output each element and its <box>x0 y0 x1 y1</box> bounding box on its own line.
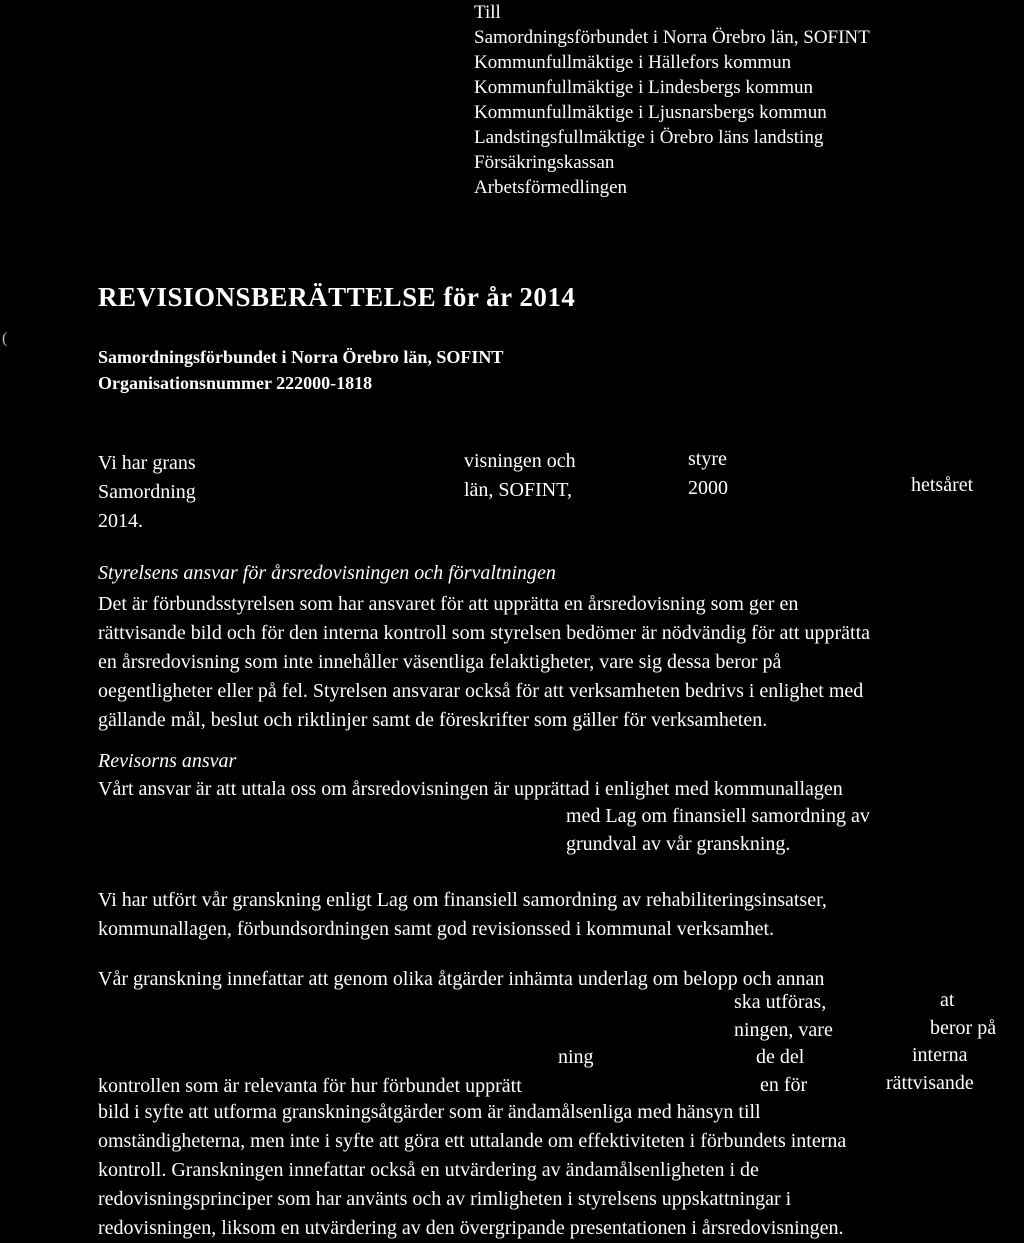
organisation-number: Organisationsnummer 222000-1818 <box>98 373 373 393</box>
body-line: redovisningsprinciper som har använts och av rimligheten i styrelsens uppskattningar i <box>98 1188 792 1210</box>
section-heading-auditor: Revisorns ansvar <box>98 750 237 772</box>
body-line: en årsredovisning som inte innehåller väsentliga felaktigheter, vare sig dessa beror på <box>98 651 782 673</box>
body-line: bild i syfte att utforma granskningsåtgärder som är ändamålsenliga med hänsyn till <box>98 1101 761 1123</box>
intro-fragment: Samordning <box>98 481 196 503</box>
intro-fragment: 2000 <box>688 477 728 499</box>
body-line: redovisningen, liksom en utvärdering av den övergripande presentationen i årsredovisningen. <box>98 1217 844 1239</box>
recipient-line: Kommunfullmäktige i Lindesbergs kommun <box>474 77 813 98</box>
body-line: oegentligheter eller på fel. Styrelsen ansvarar också för att verksamheten bedrivs i enlighet med <box>98 680 864 702</box>
body-line: Vi har utfört vår granskning enligt Lag om finansiell samordning av rehabiliteringsinsatser, <box>98 889 827 911</box>
recipient-line: Försäkringskassan <box>474 152 615 173</box>
body-line: Det är förbundsstyrelsen som har ansvaret för att upprätta en årsredovisning som ger en <box>98 593 799 615</box>
document-title: REVISIONSBERÄTTELSE för år 2014 <box>98 282 576 312</box>
recipient-line: Kommunfullmäktige i Hällefors kommun <box>474 52 792 73</box>
body-line: Vår granskning innefattar att genom olika åtgärder inhämta underlag om belopp och annan <box>98 968 825 990</box>
body-line: omständigheterna, men inte i syfte att göra ett uttalande om effektiviteten i förbundets interna <box>98 1130 847 1152</box>
intro-fragment: hetsåret <box>911 474 974 496</box>
body-line: med Lag om finansiell samordning av <box>566 805 870 827</box>
recipient-label: Till <box>474 2 501 23</box>
scope-fragment: ningen, vare <box>734 1019 833 1041</box>
scope-fragment: at <box>940 989 955 1011</box>
body-line: rättvisande bild och för den interna kontroll som styrelsen bedömer är nödvändig för att upprätta <box>98 622 871 644</box>
intro-fragment: styre <box>688 448 727 470</box>
intro-fragment: län, SOFINT, <box>464 479 572 501</box>
scope-fragment: ska utföras, <box>734 991 827 1013</box>
recipient-line: Kommunfullmäktige i Ljusnarsbergs kommun <box>474 102 827 123</box>
body-line: grundval av vår granskning. <box>566 833 791 855</box>
section-body-board <box>98 590 870 735</box>
organisation-block <box>98 344 503 396</box>
margin-mark: ( <box>2 330 8 347</box>
recipient-line: Arbetsförmedlingen <box>474 177 628 198</box>
paragraph-scope <box>98 1098 846 1243</box>
scope-fragment: kontrollen som är relevanta för hur förbundet upprätt <box>98 1075 522 1097</box>
scope-fragment: ning <box>558 1046 594 1068</box>
scope-fragment: de del <box>756 1046 805 1068</box>
scope-fragment: beror på <box>930 1017 997 1039</box>
intro-fragment: visningen och <box>464 450 576 472</box>
scope-fragment: rättvisande <box>886 1072 974 1094</box>
body-line: kommunallagen, förbundsordningen samt god revisionssed i kommunal verksamhet. <box>98 918 774 940</box>
body-line: gällande mål, beslut och riktlinjer samt de föreskrifter som gäller för verksamheten. <box>98 709 768 731</box>
recipient-line: Landstingsfullmäktige i Örebro läns landsting <box>474 127 824 148</box>
body-line: kontroll. Granskningen innefattar också en utvärdering av ändamålsenligheten i de <box>98 1159 759 1181</box>
scope-fragment: interna <box>912 1044 968 1066</box>
intro-fragment: 2014. <box>98 510 143 532</box>
body-line: Vårt ansvar är att uttala oss om årsredovisningen är upprättad i enlighet med kommunallagen <box>98 778 843 800</box>
intro-fragment: Vi har grans <box>98 452 196 474</box>
scope-fragment: en för <box>760 1074 808 1096</box>
paragraph-method <box>98 886 827 944</box>
organisation-name: Samordningsförbundet i Norra Örebro län, SOFINT <box>98 347 504 367</box>
recipient-line: Samordningsförbundet i Norra Örebro län, SOFINT <box>474 27 870 48</box>
section-heading-board: Styrelsens ansvar för årsredovisningen och förvaltningen <box>98 562 556 584</box>
recipient-list <box>474 0 870 200</box>
